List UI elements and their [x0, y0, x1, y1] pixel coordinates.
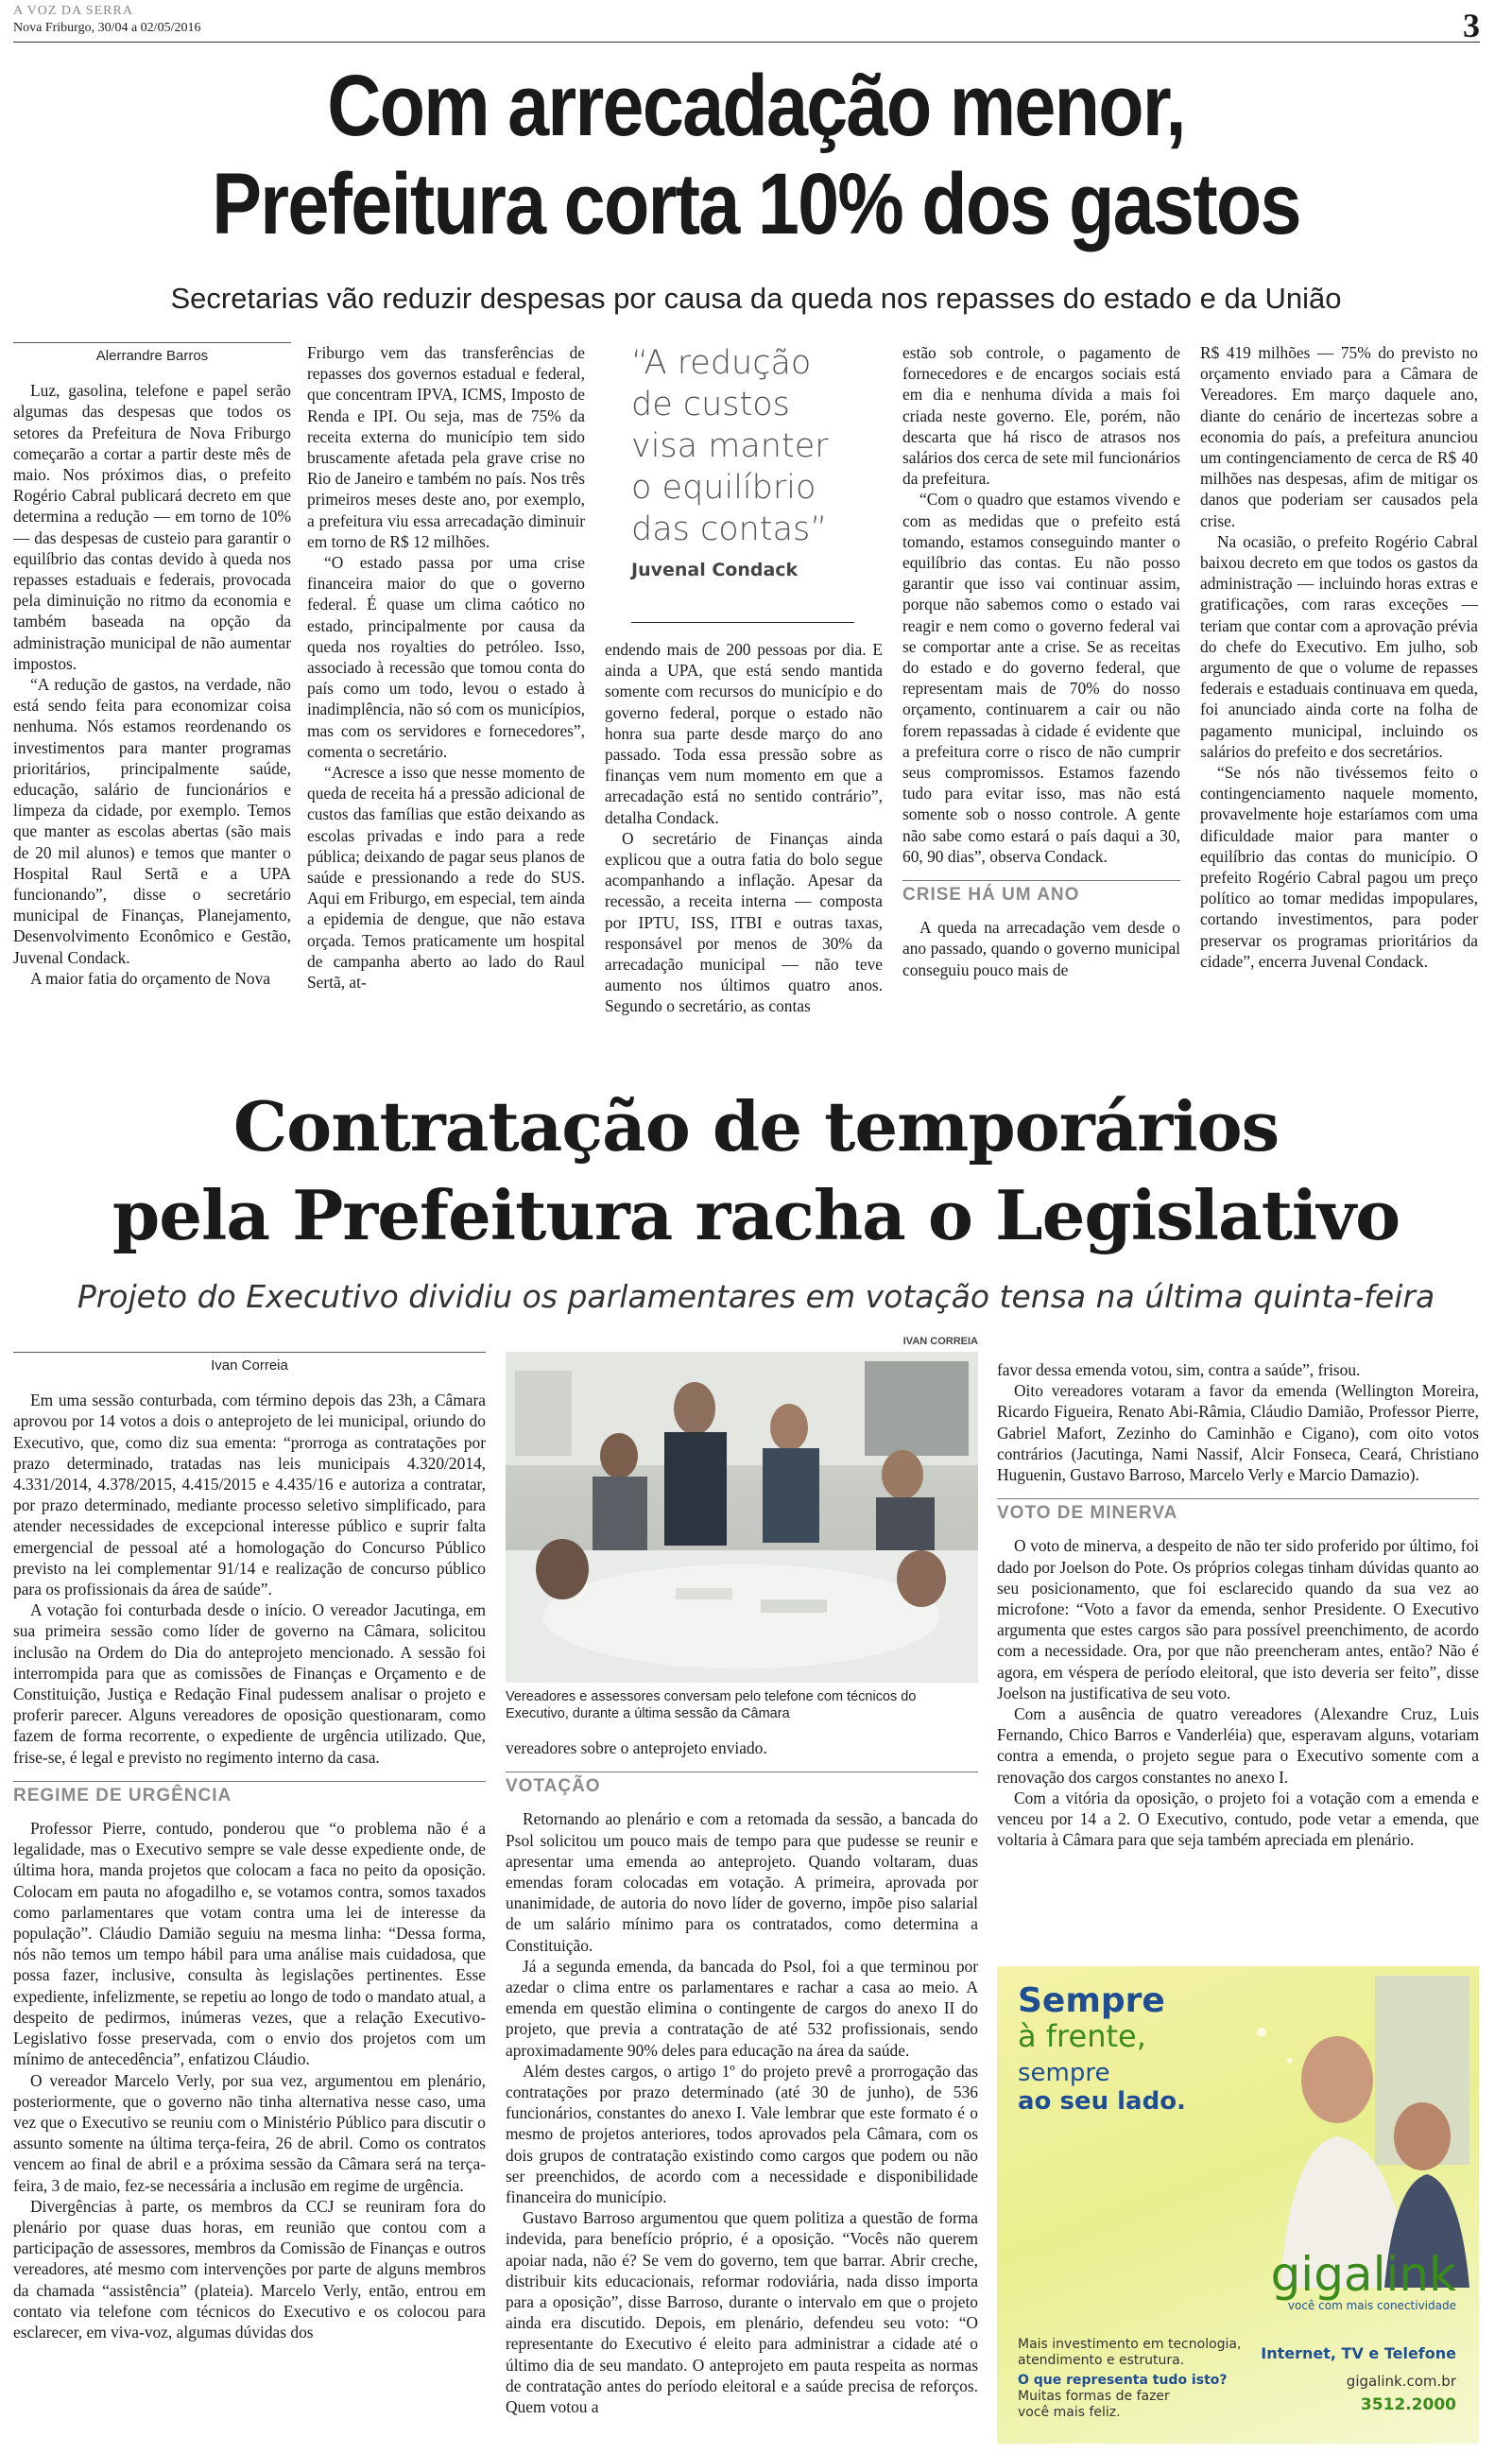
paragraph: Luz, gasolina, telefone e papel serão algumas das despesas que todos os setores da Prefeitura de Nova Friburgo começarão a cortar a partir deste mês de maio. Nos próximos dias, o prefeito Rogério Cabral publicará decreto em que determina a redução — em torno de 10% — das despesas de custeio para garantir o equilíbrio das contas devido à queda nos repasses estaduais e federais, provocada pela diminuição no ritmo da economia e também baseada na opção da administração municipal de não aumentar impostos. — [13, 381, 291, 673]
article2-column-1 — [13, 1352, 486, 2342]
paragraph: “A redução de gastos, na verdade, não está sendo feita para economizar coisa nenhuma. Nós estamos reordenando os investimentos para manter programas prioritários, principalmente saúde, educação, salário de funcionários e limpeza da cidade, por exemplo. Temos que manter as escolas abertas (são mais de 20 mil alunos) e temos que manter o Hospital Raul Sertã e a UPA funcionando”, disse o secretário municipal de Finanças, Planejamento, Desenvolvimento Econômico e Gestão, Juvenal Condack. — [13, 675, 291, 967]
article1-column-3 — [605, 639, 883, 1017]
article1-deck: Secretarias vão reduzir despesas por causa da queda nos repasses do estado e da União — [170, 282, 1342, 315]
ad-services: Internet, TV e Telefone — [1261, 2344, 1456, 2362]
gigalink-advertisement[interactable] — [997, 1966, 1479, 2444]
ad-tagline-line4: ao seu lado. — [1018, 2087, 1186, 2116]
paragraph: “Acresce a isso que nesse momento de queda de receita há a pressão adicional de custos das famílias que estão deixando as escolas privadas e indo para a rede pública; deixando de pagar seus planos de saúde e pressionando a rede do SUS. Aqui em Friburgo, em especial, tem ainda a epidemia de dengue, que não estava orçada. Temos praticamente um hospital de campanha aberto ao lado do Raul Sertã, at- — [307, 763, 585, 993]
paragraph: Professor Pierre, contudo, ponderou que “o problema não é a legalidade, mas o Executivo sempre se vale desse expediente onde, de última hora, manda projetos que colocam a faca no peito da oposição. Colocam em pauta no afogadilho e, se votamos contra, somos taxados como parlamentares que votam contra uma lei de interesse da população”. Cláudio Damião seguiu na mesma linha: “Dessa forma, nós não temos um tempo hábil para uma análise mais cuidadosa, que possa fazer, inclusive, consulta às legislações pertinentes. Esse expediente, infelizmente, se repetiu ao longo de todo o mandato atual, a despeito de pedirmos, inúmeras vezes, que a relação Executivo-Legislativo fosse preservada, com o envio dos projetos com um mínimo de antecedência”, enfatizou Cláudio. — [13, 1819, 486, 2069]
paragraph: A votação foi conturbada desde o início. O vereador Jacutinga, em sua primeira sessão como líder de governo na Câmara, solicitou inclusão na Ordem do Dia do anteprojeto mencionado. A sessão foi interrompida para que as comissões de Finanças e Orçamento e de Constituição, Justiça e Redação Final pudessem analisar o projeto e proferir parecer. Alguns vereadores de oposição questionaram, como fazem de forma recorrente, o expediente de urgência utilizado. Que, frise-se, é legal e previsto no regimento interno da casa. — [13, 1600, 486, 1767]
masthead-rule — [13, 42, 1480, 43]
ad-contact — [1261, 2344, 1456, 2414]
paragraph: Com a vitória da oposição, o projeto foi a votação com a emenda e venceu por 14 a 2. O Executivo, contudo, pode vetar a emenda, que voltaria à Câmara para que seja também apreciada em plenário. — [997, 1788, 1479, 1850]
article2-subhead-minerva: VOTO DE MINERVA — [997, 1498, 1479, 1524]
article2-subhead-regime: REGIME DE URGÊNCIA — [13, 1781, 486, 1806]
page-number: 3 — [1463, 7, 1480, 44]
paragraph: Na ocasião, o prefeito Rogério Cabral baixou decreto em que todos os gastos da administração — incluindo horas extras e gratificações, com raras exceções — teriam que contar com a aprovação prévia do chefe do Executivo. Em julho, sob argumento de que o volume de repasses federais e estaduais continuava em queda, foi anunciado ainda corte na folha de pagamento municipal, incluindo os salários do prefeito e dos secretários. — [1200, 531, 1478, 761]
ad-people-illustration — [1233, 1976, 1469, 2288]
article1-headline — [106, 57, 1406, 253]
ad-brand-sub: você com mais conectividade — [1287, 2299, 1456, 2312]
article1-pullquote-attribution: Juvenal Condack — [631, 560, 799, 580]
session-photo-illustration — [506, 1352, 978, 1683]
paragraph: “Com o quadro que estamos vivendo e com as medidas que o prefeito está tomando, estamos conseguindo manter o equilíbrio das contas. Eu não posso garantir que isso vai continuar assim, porque não sabemos como o estado vai reagir e nem como o governo federal vai se comportar ante a crise. Se as receitas do estado e do governo federal, que representam mais de 70% do nosso orçamento, continuarem a cair ou não forem repassadas à cidade é evidente que a prefeitura corre o risco de não cumprir seus compromissos. Estamos fazendo tudo para evitar isso, mas não está somente sob o nosso controle. A gente não sabe como estará o país daqui a 30, 60, 90 dias”, observa Condack. — [902, 490, 1180, 866]
article1-headline-line1: Com arrecadação menor, — [327, 58, 1185, 154]
photo-caption: Vereadores e assessores conversam pelo telefone com técnicos do Executivo, durante a última sessão da Câmara — [506, 1689, 917, 1721]
paragraph: O voto de minerva, a despeito de não ter sido proferido por último, foi dado por Joelson do Pote. Os próprios colegas tinham dúvidas quanto ao seu posicionamento, que foi esclarecido quando da sua vez ao microfone: “Voto a favor da emenda, senhor Presidente. O Executivo argumenta que estes cargos são para possível preenchimento, de acordo com a necessidade. Ora, por que não preencheram antes, então? Não é agora, em véspera de período eleitoral, que isto deveria ser feito”, disse Joelson na justificativa de seu voto. — [997, 1536, 1479, 1702]
article1-column-1 — [13, 342, 291, 989]
ad-brand — [1270, 2247, 1456, 2312]
ad-tagline — [1018, 1983, 1186, 2116]
paragraph: Oito vereadores votaram a favor da emenda (Wellington Moreira, Ricardo Figueira, Renato Abi-Râmia, Cláudio Damião, Professor Pierre, Gabriel Mafort, Zezinho do Caminhão e Cigano), com oito votos contrários (Jacutinga, Nami Nassif, Alcir Fonseca, Ceará, Christiano Huguenin, Gustavo Barroso, Marcelo Verly e Marcio Damazio). — [997, 1381, 1479, 1485]
paragraph: vereadores sobre o anteprojeto enviado. — [506, 1738, 767, 1757]
ad-body-line1: Mais investimento em tecnologia, — [1018, 2337, 1242, 2352]
ad-phone[interactable]: 3512.2000 — [1360, 2395, 1456, 2414]
article1-column-5 — [1200, 342, 1478, 972]
paragraph: Retornando ao plenário e com a retomada da sessão, a bancada do Psol solicitou um pouco mais de tempo para que pudesse se reunir e apresentar uma emenda ao anteprojeto. Quando voltaram, duas emendas foram colocadas em votação. A primeira, aprovada por unanimidade, de autoria do novo líder de governo, impõe piso salarial de um salário mínimo para os contratados, como determina a Constituição. — [506, 1809, 978, 1955]
paragraph: “Se nós não tivéssemos feito o contingenciamento naquele momento, provavelmente hoje estaríamos com uma dificuldade maior para manter o equilíbrio das contas do município. O prefeito Rogério Cabral pagou um preço político ao tomar medidas impopulares, cortando investimentos, para poder preservar os programas prioritários da cidade”, encerra Juvenal Condack. — [1200, 763, 1478, 971]
paragraph: favor dessa emenda votou, sim, contra a saúde”, frisou. — [997, 1360, 1361, 1379]
article1-column-2 — [307, 342, 585, 993]
masthead-paper-name: A VOZ DA SERRA — [13, 4, 133, 18]
ad-answer-line2: você mais feliz. — [1018, 2405, 1121, 2420]
pullquote-rule — [631, 622, 854, 623]
paragraph: Em uma sessão conturbada, com término depois das 23h, a Câmara aprovou por 14 votos a dois o anteprojeto de lei municipal, oriundo do Executivo, que, como diz sua ementa: “prorroga as contratações por prazo determinado, tratadas nas leis municipais 4.320/2014, 4.331/2014, 4.378/2015, 4.415/2015 e 4.435/16 e autoriza a contratar, por prazo determinado, mediante processo seletivo simplificado, para atender necessidades de excepcional interesse público e suprir falta emergencial de pessoal até a homologação do Concurso Público previsto na lei complementar 91/14 e realização de concurso público para os profissionais da área de saúde”. — [13, 1391, 486, 1599]
photo-credit: IVAN CORREIA — [902, 1336, 978, 1347]
article2-column-3 — [997, 1359, 1479, 1850]
session-photo — [506, 1352, 978, 1683]
article2-headline-line2: pela Prefeitura racha o Legislativo — [112, 1175, 1400, 1255]
article2-headline — [0, 1082, 1512, 1260]
paragraph: O vereador Marcelo Verly, por sua vez, argumentou em plenário, posteriormente, que o governo não tinha alternativa nesse caso, uma vez que o Executivo se reuniu com o Ministério Público para discutir o assunto somente na última terça-feira, 26 de abril. Como os contratos vencem ao final de abril e a próxima sessão da Câmara será na terça-feira, 3 de maio, fez-se necessária a inclusão em regime de urgência. — [13, 2070, 486, 2195]
paragraph: Friburgo vem das transferências de repasses dos governos estadual e federal, que concentram IPVA, ICMS, Imposto de Renda e IPI. Ou seja, mas de 75% da receita externa do município tem sido bruscamente afetada pela grave crise no Rio de Janeiro e também no país. Nos três primeiros meses deste ano, por exemplo, a prefeitura viu essa arrecadação diminuir em torno de R$ 12 milhões. — [307, 343, 585, 551]
ad-body-line2: atendimento e estrutura. — [1018, 2353, 1185, 2368]
ad-brand-logo: gigalink — [1270, 2247, 1456, 2302]
article1-headline-line2: Prefeitura corta 10% dos gastos — [212, 156, 1300, 252]
article2-headline-line1: Contratação de temporários — [232, 1086, 1280, 1167]
paragraph: A maior fatia do orçamento de Nova — [30, 968, 271, 988]
article1-byline: Alerrandre Barros — [13, 342, 291, 367]
article2-subhead-votacao: VOTAÇÃO — [506, 1771, 978, 1797]
article1-subhead-crise: CRISE HÁ UM ANO — [902, 880, 1180, 906]
paragraph: Já a segunda emenda, da bancada do Psol, foi a que terminou por azedar o clima entre os parlamentares e rachar a casa ao meio. A emenda em questão elimina o contingente de cargos do anexo II do projeto, que previa a contratação de até 532 profissionais, sendo aproximadamente 90% deles para educação na área da saúde. — [506, 1956, 978, 2060]
article2-deck: Projeto do Executivo dividiu os parlamentares em votação tensa na última quinta-feira — [77, 1278, 1435, 1315]
paragraph: Divergências à parte, os membros da CCJ se reuniram fora do plenário por quase duas horas, em reunião que contou com a participação de assessores, membros da Comissão de Finanças e outros vereadores, até mesmo com intervenções por parte de alguns membros da chamada “assistência” (plateia). Marcelo Verly, então, entrou em contato via telefone com técnicos do Executivo e os colocou para esclarecer, em viva-voz, algumas dúvidas dos — [13, 2196, 486, 2342]
ad-body — [1018, 2337, 1241, 2421]
article2-byline: Ivan Correia — [13, 1352, 486, 1376]
paragraph: R$ 419 milhões — 75% do previsto no orçamento enviado para a Câmara de Vereadores. Em março daquele ano, diante do cenário de incertezas sobre a economia do país, a prefeitura anunciou um contingenciamento de cerca de R$ 40 milhões nas despesas, afim de mitigar os danos que poderiam ser causados pela crise. — [1200, 343, 1478, 530]
paragraph: Com a ausência de quatro vereadores (Alexandre Cruz, Luis Fernando, Chico Barros e Vanderléia) que, esperavam alguns, votariam contra a emenda, o projeto segue para o Executivo somente com a renovação dos cargos constantes no anexo I. — [997, 1704, 1479, 1787]
ad-question: O que representa tudo isto? — [1018, 2373, 1228, 2388]
paragraph: endendo mais de 200 pessoas por dia. E ainda a UPA, que está sendo mantida somente com recursos do município e do governo federal, porque o estado não honra sua parte desde março do ano passado. Toda essa pressão sobre as finanças vem num momento em que a arrecadação está no sentido contrário”, detalha Condack. — [605, 640, 883, 827]
paragraph: A queda na arrecadação vem desde o ano passado, quando o governo municipal conseguiu pouco mais de — [902, 918, 1180, 979]
paragraph: O secretário de Finanças ainda explicou que a outra fatia do bolo segue acompanhando a inflação. Apesar da recessão, a receita interna — composta por IPTU, ISS, ITBI e outras taxas, responsável por menos de 30% da arrecadação municipal — não teve aumento nos últimos quatro anos. Segundo o secretário, as contas — [605, 828, 883, 1016]
ad-answer-line1: Muitas formas de fazer — [1018, 2389, 1170, 2404]
masthead-date: Nova Friburgo, 30/04 a 02/05/2016 — [13, 21, 201, 35]
paragraph: estão sob controle, o pagamento de fornecedores e de encargos sociais está em dia e nenhuma dívida a mais foi criada neste governo. Ele, porém, não descarta que há risco de atrasos nos salários dos cerca de sete mil funcionários da prefeitura. — [902, 343, 1180, 489]
paragraph: “O estado passa por uma crise financeira maior do que o governo federal. É quase um clima caótico no estado, principalmente por causa da queda nos royalties do petróleo. Isso, associado à recessão que tomou conta do país como um todo, levou o estado à inadimplência, não só com os municípios, mas com os servidores e fornecedores”, comenta o secretário. — [307, 553, 585, 761]
ad-website[interactable]: gigalink.com.br — [1346, 2373, 1456, 2390]
article1-pullquote: “A redução de custos visa manter o equilíbrio das contas” — [631, 344, 829, 548]
paragraph: Gustavo Barroso argumentou que quem politiza a questão de forma indevida, para benefício próprio, é a oposição. “Vocês não querem apoiar nada, não é? Se vem do governo, tem que barrar. Abrir creche, distribuir kits educacionais, reformar rodoviária, nada disso importa para a oposição”, disse Barroso, durante o intervalo em que o projeto ainda era discutido. Depois, em plenário, defendeu seu voto: “O representante do Executivo é eleito para administrar a cidade até o último dia de seu mandato. O anteprojeto em pauta respeita as normas de contratação antes do período eleitoral e a saúde precisa de reforços. Quem votou a — [506, 2208, 978, 2417]
ad-tagline-line2: à frente, — [1018, 2018, 1146, 2054]
ad-tagline-line1: Sempre — [1018, 1981, 1165, 2020]
paragraph: Além destes cargos, o artigo 1º do projeto prevê a prorrogação das contratações por prazo determinado (até 30 de junho), de 536 funcionários, constantes do anexo I. Vale lembrar que este formato é o mesmo de projetos anteriores, todos aprovados pela Câmara, com os dois grupos de contratação existindo como cargos que podem ou não ser preenchidos, de acordo com a necessidade e disponibilidade financeira do município. — [506, 2061, 978, 2207]
article1-column-4 — [902, 342, 1180, 980]
article1-pullquote-box — [631, 342, 858, 623]
ad-tagline-line3: sempre — [1018, 2059, 1110, 2087]
article2-column-2 — [506, 1737, 978, 2417]
